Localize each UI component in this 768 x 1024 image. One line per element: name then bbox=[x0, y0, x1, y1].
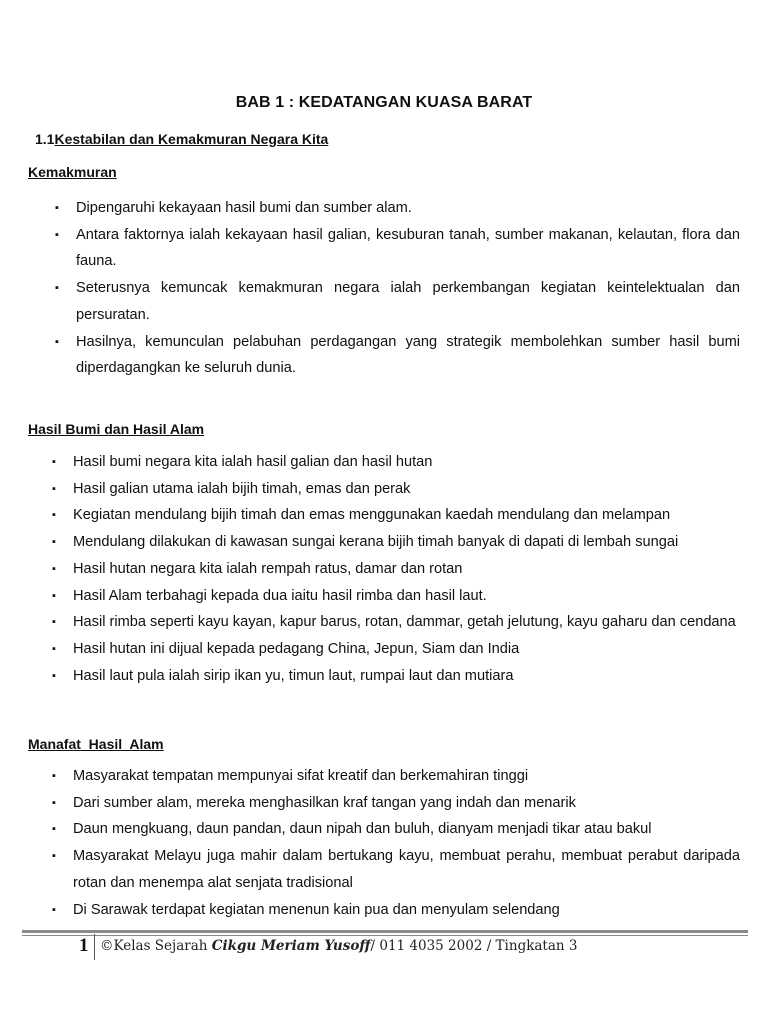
bullet-icon: ▪ bbox=[52, 823, 56, 836]
section-number: 1.1 bbox=[35, 131, 55, 147]
heading-kemakmuran: Kemakmuran bbox=[28, 164, 117, 180]
page-number: 1 bbox=[79, 935, 89, 956]
footer-divider bbox=[22, 930, 748, 933]
bullet-icon: ▪ bbox=[52, 562, 56, 575]
list-item: ▪ Antara faktornya ialah kekayaan hasil galian, kesuburan tanah, sumber makanan, kelautan, flora dan fauna. bbox=[76, 222, 740, 275]
bullet-icon: ▪ bbox=[55, 228, 59, 241]
list-item: ▪ Dipengaruhi kekayaan hasil bumi dan sumber alam. bbox=[76, 195, 740, 222]
bullet-icon: ▪ bbox=[52, 796, 56, 809]
bullet-icon: ▪ bbox=[52, 903, 56, 916]
list-item: ▪ Hasil laut pula ialah sirip ikan yu, timun laut, rumpai laut dan mutiara bbox=[73, 663, 740, 690]
bullet-icon: ▪ bbox=[52, 669, 56, 682]
bullet-icon: ▪ bbox=[55, 202, 59, 214]
list-item: ▪ Dari sumber alam, mereka menghasilkan kraf tangan yang indah dan menarik bbox=[73, 790, 740, 817]
list-item: ▪ Hasil hutan negara kita ialah rempah ratus, damar dan rotan bbox=[73, 556, 740, 583]
list-item: ▪ Di Sarawak terdapat kegiatan menenun kain pua dan menyulam selendang bbox=[73, 897, 740, 924]
list-item: ▪ Kegiatan mendulang bijih timah dan emas menggunakan kaedah mendulang dan melampan bbox=[73, 502, 740, 529]
bullet-icon: ▪ bbox=[52, 616, 56, 629]
footer-separator bbox=[94, 934, 95, 960]
footer-credit bbox=[100, 938, 578, 954]
footer-prefix: ©Kelas Sejarah bbox=[100, 938, 212, 954]
footer-divider-thin bbox=[22, 935, 748, 936]
footer-author: Cikgu Meriam Yusoff bbox=[211, 938, 371, 954]
bullet-icon: ▪ bbox=[52, 770, 56, 782]
list-item: ▪ Masyarakat tempatan mempunyai sifat kreatif dan berkemahiran tinggi bbox=[73, 763, 740, 790]
list-item: ▪ Hasil rimba seperti kayu kayan, kapur barus, rotan, dammar, getah jelutung, kayu gaharu dan cendana bbox=[73, 609, 740, 636]
heading-hasil-bumi: Hasil Bumi dan Hasil Alam bbox=[28, 421, 205, 437]
bullet-icon: ▪ bbox=[52, 850, 56, 863]
list-item: ▪ Seterusnya kemuncak kemakmuran negara ialah perkembangan kegiatan keintelektualan dan persuratan. bbox=[76, 275, 740, 328]
list-item: ▪ Hasil bumi negara kita ialah hasil galian dan hasil hutan bbox=[73, 449, 740, 476]
heading-manafat: Manafat Hasil Alam bbox=[28, 736, 164, 752]
hasil-bumi-list bbox=[52, 449, 740, 689]
bullet-icon: ▪ bbox=[55, 335, 59, 348]
section-heading bbox=[35, 131, 328, 147]
bullet-icon: ▪ bbox=[52, 482, 56, 495]
section-title: Kestabilan dan Kemakmuran Negara Kita bbox=[54, 131, 329, 147]
list-item: ▪ Hasil hutan ini dijual kepada pedagang China, Jepun, Siam dan India bbox=[73, 636, 740, 663]
bullet-icon: ▪ bbox=[52, 509, 56, 522]
manafat-list bbox=[52, 763, 740, 923]
page-title: BAB 1 : KEDATANGAN KUASA BARAT bbox=[235, 94, 533, 111]
list-item: ▪ Mendulang dilakukan di kawasan sungai kerana bijih timah banyak di dapati di lembah sungai bbox=[73, 529, 740, 556]
list-item: ▪ Hasil galian utama ialah bijih timah, emas dan perak bbox=[73, 476, 740, 503]
kemakmuran-list bbox=[55, 195, 740, 382]
list-item: ▪ Daun mengkuang, daun pandan, daun nipah dan buluh, dianyam menjadi tikar atau bakul bbox=[73, 816, 740, 843]
list-item: ▪ Masyarakat Melayu juga mahir dalam bertukang kayu, membuat perahu, membuat perabut daripada rotan dan menempa alat senjata tradisional bbox=[73, 843, 740, 896]
footer-suffix: / 011 4035 2002 / Tingkatan 3 bbox=[370, 938, 578, 954]
list-item: ▪ Hasilnya, kemunculan pelabuhan perdagangan yang strategik membolehkan sumber hasil bumi diperdagangkan ke seluruh dunia. bbox=[76, 329, 740, 382]
bullet-icon: ▪ bbox=[52, 536, 56, 549]
bullet-icon: ▪ bbox=[52, 456, 56, 468]
bullet-icon: ▪ bbox=[52, 589, 56, 602]
list-item: ▪ Hasil Alam terbahagi kepada dua iaitu hasil rimba dan hasil laut. bbox=[73, 583, 740, 610]
bullet-icon: ▪ bbox=[55, 282, 59, 295]
bullet-icon: ▪ bbox=[52, 642, 56, 655]
